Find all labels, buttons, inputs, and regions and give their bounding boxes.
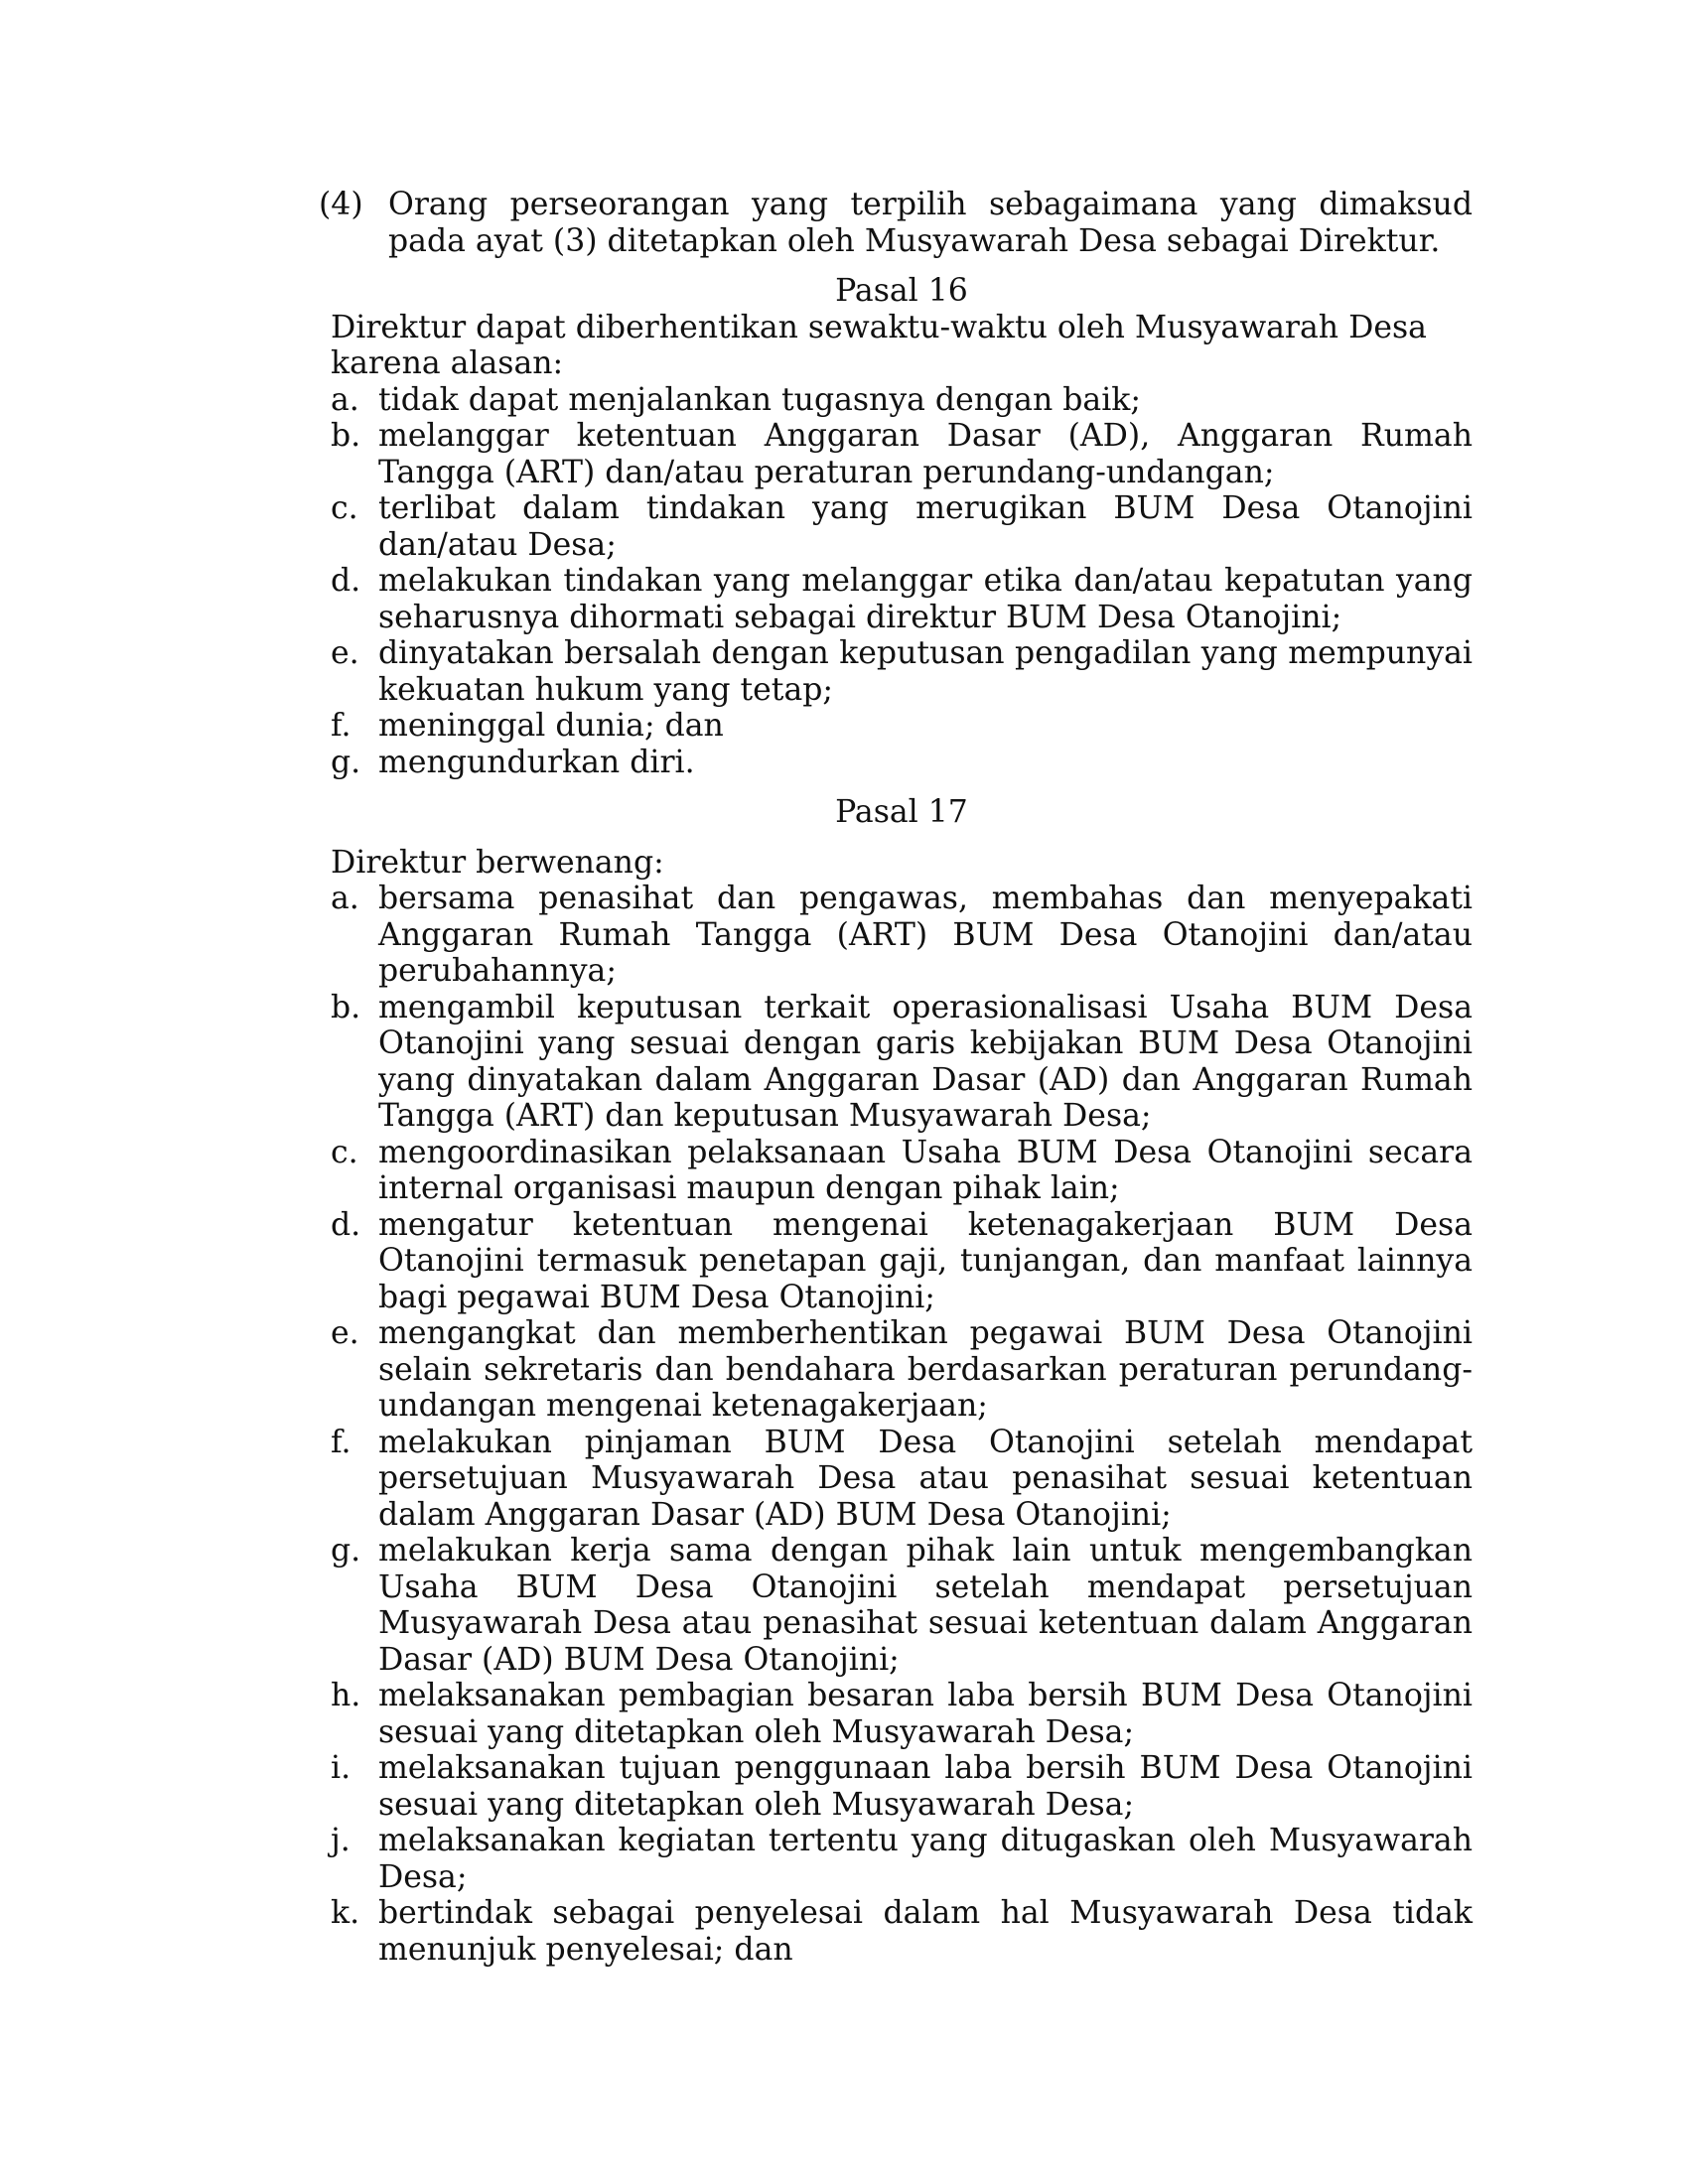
- pasal-17-list: [331, 881, 1473, 1968]
- list-marker: e.: [331, 1315, 359, 1351]
- list-item: [331, 708, 1473, 745]
- list-marker: c.: [331, 490, 358, 526]
- list-text: mengangkat dan memberhentikan pegawai BUM Desa Otanojini selain sekretaris dan bendahara berdasarkan peraturan perundang-undangan mengenai ketenagakerjaan;: [378, 1315, 1473, 1424]
- list-item: [331, 418, 1473, 490]
- list-item: [331, 1823, 1473, 1895]
- list-marker: g.: [331, 1533, 361, 1569]
- list-text: melakukan pinjaman BUM Desa Otanojini setelah mendapat persetujuan Musyawarah Desa atau penasihat sesuai ketentuan dalam Anggaran Dasar (AD) BUM Desa Otanojini;: [378, 1424, 1473, 1533]
- list-item: [331, 1895, 1473, 1968]
- list-text: meninggal dunia; dan: [378, 708, 724, 744]
- list-item: [331, 1425, 1473, 1534]
- list-text: mengoordinasikan pelaksanaan Usaha BUM Desa Otanojini secara internal organisasi maupun dengan pihak lain;: [378, 1134, 1473, 1206]
- list-text: melanggar ketentuan Anggaran Dasar (AD), Anggaran Rumah Tangga (ART) dan/atau peraturan perundang-undangan;: [378, 418, 1473, 490]
- pasal-16-heading: Pasal 16: [835, 273, 968, 309]
- list-text: mengatur ketentuan mengenai ketenagakerjaan BUM Desa Otanojini termasuk penetapan gaji, tunjangan, dan manfaat lainnya bagi pegawai BUM Desa Otanojini;: [378, 1206, 1473, 1315]
- document-page: [319, 187, 1473, 1968]
- list-marker: d.: [331, 563, 361, 599]
- list-text: bersama penasihat dan pengawas, membahas dan menyepakati Anggaran Rumah Tangga (ART) BUM Desa Otanojini dan/atau perubahannya;: [378, 881, 1473, 989]
- list-text: tidak dapat menjalankan tugasnya dengan baik;: [378, 381, 1141, 418]
- list-marker: c.: [331, 1134, 358, 1170]
- ayat-4-number: (4): [319, 187, 363, 222]
- list-text: dinyatakan bersalah dengan keputusan pengadilan yang mempunyai kekuatan hukum yang tetap;: [378, 635, 1473, 708]
- list-text: melaksanakan pembagian besaran laba bersih BUM Desa Otanojini sesuai yang ditetapkan oleh Musyawarah Desa;: [378, 1678, 1473, 1750]
- list-item: [331, 635, 1473, 708]
- list-marker: f.: [331, 1424, 352, 1460]
- list-text: terlibat dalam tindakan yang merugikan BUM Desa Otanojini dan/atau Desa;: [378, 490, 1473, 563]
- list-item: [331, 1533, 1473, 1678]
- list-marker: i.: [331, 1750, 352, 1786]
- list-marker: h.: [331, 1678, 361, 1713]
- ayat-4: [319, 187, 1473, 259]
- list-marker: g.: [331, 744, 361, 780]
- pasal-16-intro: Direktur dapat diberhentikan sewaktu-waktu oleh Musyawarah Desa karena alasan:: [331, 309, 1427, 381]
- list-marker: a.: [331, 881, 359, 916]
- list-marker: b.: [331, 418, 361, 454]
- list-text: melakukan tindakan yang melanggar etika dan/atau kepatutan yang seharusnya dihormati sebagai direktur BUM Desa Otanojini;: [378, 563, 1473, 635]
- list-marker: e.: [331, 635, 359, 671]
- list-item: [331, 1315, 1473, 1425]
- list-item: [331, 1135, 1473, 1207]
- list-item: [331, 563, 1473, 635]
- list-marker: f.: [331, 708, 352, 744]
- list-marker: k.: [331, 1895, 360, 1931]
- ayat-4-text: Orang perseorangan yang terpilih sebagaimana yang dimaksud pada ayat (3) ditetapkan oleh Musyawarah Desa sebagai Direktur.: [388, 187, 1473, 259]
- list-marker: d.: [331, 1206, 361, 1243]
- pasal-17-intro: Direktur berwenang:: [331, 844, 664, 881]
- pasal-16-list: [331, 382, 1473, 781]
- list-item: [331, 490, 1473, 563]
- list-marker: a.: [331, 381, 359, 418]
- pasal-17-heading: Pasal 17: [835, 794, 968, 830]
- list-item: [331, 881, 1473, 990]
- list-text: melakukan kerja sama dengan pihak lain untuk mengembangkan Usaha BUM Desa Otanojini setelah mendapat persetujuan Musyawarah Desa atau penasihat sesuai ketentuan dalam Anggaran Dasar (AD) BUM Desa Otanojini;: [378, 1533, 1473, 1678]
- list-item: [331, 1207, 1473, 1316]
- list-item: [331, 1750, 1473, 1823]
- list-text: melaksanakan tujuan penggunaan laba bersih BUM Desa Otanojini sesuai yang ditetapkan oleh Musyawarah Desa;: [378, 1750, 1473, 1823]
- list-marker: b.: [331, 989, 361, 1025]
- list-item: [331, 745, 1473, 781]
- list-item: [331, 990, 1473, 1135]
- list-text: mengundurkan diri.: [378, 744, 695, 780]
- list-marker: j.: [331, 1823, 351, 1858]
- list-text: mengambil keputusan terkait operasionalisasi Usaha BUM Desa Otanojini yang sesuai dengan garis kebijakan BUM Desa Otanojini yang dinyatakan dalam Anggaran Dasar (AD) dan Anggaran Rumah Tangga (ART) dan keputusan Musyawarah Desa;: [378, 989, 1473, 1134]
- list-text: bertindak sebagai penyelesai dalam hal Musyawarah Desa tidak menunjuk penyelesai; dan: [378, 1895, 1473, 1968]
- list-text: melaksanakan kegiatan tertentu yang ditugaskan oleh Musyawarah Desa;: [378, 1823, 1473, 1895]
- list-item: [331, 382, 1473, 419]
- list-item: [331, 1678, 1473, 1750]
